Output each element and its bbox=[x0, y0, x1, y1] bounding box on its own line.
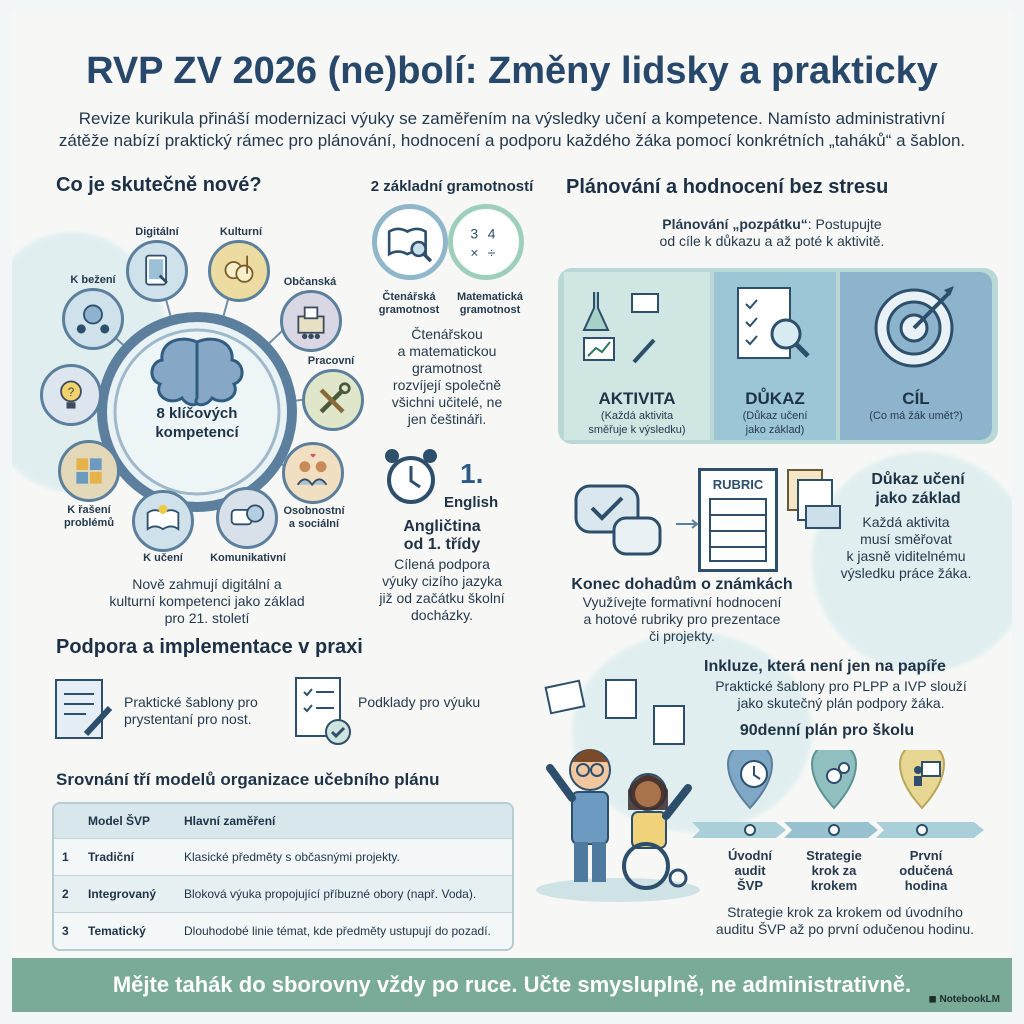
evidence-desc-line: jako základ) bbox=[745, 424, 805, 436]
activity-card bbox=[564, 272, 710, 440]
page-title: RVP ZV 2026 (ne)bolí: Změny lidsky a prakticky bbox=[86, 50, 938, 92]
competency-label-cultural: Kulturní bbox=[219, 226, 263, 238]
table-header-model: Model ŠVP bbox=[80, 804, 176, 839]
competency-label-problem-line-1: K řašení bbox=[67, 504, 111, 516]
table-cell-model: Integrovaný bbox=[80, 876, 176, 913]
target-arrow-icon bbox=[840, 272, 992, 382]
inclusion-desc-line-2: jako skutečný plán podpory žáka. bbox=[737, 695, 945, 711]
english-desc-line: výuky cizího jazyka bbox=[382, 573, 502, 589]
plan90-step-3 bbox=[888, 848, 964, 893]
section-heading-support: Podpora a implementace v praxi bbox=[56, 636, 363, 658]
footer-banner bbox=[12, 958, 1012, 1012]
brain-icon bbox=[152, 339, 242, 405]
competency-label-problem bbox=[52, 504, 126, 530]
math-literacy-label-line-2: gramotnost bbox=[459, 304, 521, 316]
support-item-materials: Podklady pro výuku bbox=[358, 694, 481, 710]
table-cell-focus: Bloková výuka propojující příbuzné obory (např. Voda). bbox=[176, 876, 512, 913]
literacies-desc-line: jen češtináři. bbox=[407, 411, 487, 427]
math-literacy-label-line-1: Matematická bbox=[456, 291, 524, 303]
section-heading-whats-new: Co je skutečně nové? bbox=[56, 174, 262, 196]
english-badge-number: 1. bbox=[460, 458, 484, 489]
table-cell-focus: Dlouhodobé linie témat, kde předměty ustupují do pozadí. bbox=[176, 913, 512, 950]
plan90-step-label: audit bbox=[734, 863, 766, 878]
chat-check-icon bbox=[570, 478, 666, 564]
english-badge-word: English bbox=[444, 494, 499, 511]
table-cell-num: 1 bbox=[54, 839, 80, 876]
table-row bbox=[54, 913, 512, 950]
table-header-row bbox=[54, 804, 512, 839]
teacher-board-icon bbox=[908, 756, 944, 792]
grades-heading: Konec dohadům o známkách bbox=[571, 576, 793, 593]
table-cell-num: 3 bbox=[54, 913, 80, 950]
students-illustration bbox=[528, 674, 708, 904]
plan90-step-label: První bbox=[909, 848, 943, 863]
plan90-desc-line-1: Strategie krok za krokem od úvodního bbox=[727, 904, 963, 920]
competency-label-personal-line-1: Osobnostní bbox=[283, 505, 345, 517]
english-heading-line-2: od 1. třídy bbox=[403, 536, 481, 553]
competencies-note-line-3: pro 21. století bbox=[164, 610, 250, 626]
math-symbols-icon bbox=[448, 204, 524, 280]
book-magnifier-icon bbox=[372, 204, 448, 280]
puzzle-icon bbox=[58, 440, 120, 502]
table-header-num bbox=[54, 804, 80, 839]
backwards-planning-text bbox=[622, 216, 922, 250]
comparison-heading: Srovnání tří modelů organizace učebního plánu bbox=[56, 770, 440, 789]
grades-desc-line: Využívejte formativní hodnocení bbox=[582, 594, 782, 610]
rubric-label: RUBRIC bbox=[712, 477, 764, 492]
competencies-note-line-2: kulturní kompetenci jako základ bbox=[109, 593, 305, 609]
proof-heading-line-1: Důkaz učení bbox=[871, 471, 965, 488]
proof-desc-line: Každá aktivita bbox=[862, 514, 950, 530]
table-row bbox=[54, 876, 512, 913]
checklist-magnifier-icon bbox=[714, 272, 836, 382]
inclusion-heading: Inkluze, která není jen na papíře bbox=[704, 658, 946, 675]
literacies-desc-line: rozvíjejí společně bbox=[392, 377, 502, 393]
reading-literacy-label bbox=[364, 291, 454, 317]
english-desc bbox=[362, 556, 522, 624]
cultural-icon bbox=[208, 240, 270, 302]
proof-desc-line: k jasně viditelnému bbox=[846, 548, 966, 564]
document-pen-icon bbox=[52, 676, 118, 746]
footer-text: Mějte tahák do sborovny vždy po ruce. Učte smysluplně, ne administrativně. bbox=[112, 972, 912, 997]
evidence-desc bbox=[714, 409, 836, 437]
ballot-box-icon bbox=[280, 290, 342, 352]
support-item-templates-line-1: Praktické šablony pro bbox=[124, 694, 258, 710]
svg-text:?: ? bbox=[67, 385, 75, 399]
proof-heading bbox=[848, 470, 988, 508]
competency-label-learning: K učení bbox=[143, 552, 183, 564]
brand-logo: ◼ NotebookLM bbox=[928, 994, 1000, 1005]
reading-literacy-label-line-2: gramotnost bbox=[378, 304, 440, 316]
proof-desc-line: musí směřovat bbox=[860, 531, 952, 547]
activity-desc bbox=[564, 409, 710, 437]
literacies-heading: 2 základní gramotností bbox=[370, 178, 534, 195]
support-item-templates-line-2: prystentaní pro nost. bbox=[124, 711, 252, 727]
competency-label-communicative: Komunikativní bbox=[210, 552, 286, 564]
brand-name: NotebookLM bbox=[939, 994, 1000, 1005]
math-literacy-label bbox=[442, 291, 538, 317]
intro-line-1: Revize kurikula přináší modernizaci výuky se zaměřením na výsledky učení a kompetence. Namísto administrativní bbox=[78, 109, 946, 128]
competency-label-digital: Digitální bbox=[135, 226, 179, 238]
checklist-check-icon bbox=[292, 674, 358, 748]
backwards-planning-rest: : Postupujte bbox=[807, 216, 882, 232]
plan90-step-label: Úvodní bbox=[727, 848, 773, 863]
svg-text:÷: ÷ bbox=[487, 244, 496, 261]
lightbulb-question-icon bbox=[40, 364, 102, 426]
english-heading-line-1: Angličtina bbox=[403, 518, 481, 535]
activity-title: AKTIVITA bbox=[598, 389, 676, 408]
plan90-desc-line-2: auditu ŠVP až po první odučenou hodinu. bbox=[715, 921, 975, 937]
evidence-card bbox=[714, 272, 836, 440]
plan90-step-label: hodina bbox=[904, 878, 948, 893]
plan90-step-label: krokem bbox=[810, 878, 858, 893]
backwards-planning-line-2: od cíle k důkazu a až poté k aktivitě. bbox=[659, 233, 885, 249]
infographic-page bbox=[12, 12, 1012, 1012]
competency-label-personal bbox=[278, 505, 350, 531]
english-desc-line: docházky. bbox=[411, 607, 473, 623]
table-header-focus: Hlavní zaměření bbox=[176, 804, 512, 839]
chat-globe-icon bbox=[216, 487, 278, 549]
tools-icon bbox=[302, 369, 364, 431]
evidence-title: DŮKAZ bbox=[745, 389, 805, 408]
proof-heading-line-2: jako základ bbox=[875, 490, 961, 507]
support-item-templates bbox=[124, 694, 294, 728]
plan90-step-label: krok za bbox=[811, 863, 857, 878]
competency-label-existence: K bežení bbox=[70, 274, 116, 286]
english-desc-line: již od začátku školní bbox=[379, 590, 505, 606]
literacies-desc-line: všichni učitelé, ne bbox=[391, 394, 503, 410]
plan90-desc bbox=[702, 904, 988, 938]
hub-label-line-1: 8 klíčových bbox=[156, 405, 238, 422]
table-cell-model: Tematický bbox=[80, 913, 176, 950]
literacies-desc-line: gramotnost bbox=[411, 360, 483, 376]
digital-icon bbox=[126, 240, 188, 302]
inclusion-desc bbox=[696, 678, 986, 712]
rubric-sheet bbox=[698, 468, 778, 572]
svg-text:3: 3 bbox=[470, 225, 479, 242]
competency-label-civic: Občanská bbox=[283, 276, 337, 288]
table-cell-num: 2 bbox=[54, 876, 80, 913]
competencies-note-line-1: Nově zahmují digitální a bbox=[132, 576, 282, 592]
table-cell-model: Tradiční bbox=[80, 839, 176, 876]
book-bulb-icon bbox=[132, 490, 194, 552]
alarm-clock-icon bbox=[380, 444, 442, 510]
section-heading-planning: Plánování a hodnocení bez stresu bbox=[566, 176, 889, 198]
table-cell-focus: Klasické předměty s občasnými projekty. bbox=[176, 839, 512, 876]
activity-desc-line: (Každá aktivita bbox=[600, 410, 674, 422]
grades-desc-line: a hotové rubriky pro prezentace bbox=[583, 611, 781, 627]
comparison-table-wrapper bbox=[52, 802, 514, 951]
table-row bbox=[54, 839, 512, 876]
backwards-planning-bold: Plánování „pozpátku“ bbox=[662, 216, 808, 232]
plan90-heading: 90denní plán pro školu bbox=[739, 722, 915, 739]
intro-text bbox=[52, 108, 972, 152]
literacies-desc-line: Čtenářskou bbox=[411, 326, 483, 342]
competency-label-work: Pracovní bbox=[307, 355, 355, 367]
rubric-grid bbox=[709, 498, 767, 562]
plan90-step-label: ŠVP bbox=[736, 878, 763, 893]
heart-people-icon bbox=[282, 442, 344, 504]
svg-text:4: 4 bbox=[487, 225, 496, 242]
inclusion-desc-line-1: Praktické šablony pro PLPP a IVP slouží bbox=[715, 678, 967, 694]
competency-label-problem-line-2: problémů bbox=[63, 517, 115, 529]
clock-icon bbox=[736, 756, 772, 792]
plan90-step-2 bbox=[796, 848, 872, 893]
reading-literacy-label-line-1: Čtenářská bbox=[382, 291, 436, 303]
svg-text:×: × bbox=[470, 244, 479, 261]
plan90-step-1 bbox=[720, 848, 780, 893]
plan90-step-label: odučená bbox=[899, 863, 953, 878]
proof-desc-line: výsledku práce žáka. bbox=[840, 565, 972, 581]
lab-presentation-icon bbox=[564, 272, 710, 382]
plan90-step-label: Strategie bbox=[806, 848, 862, 863]
globe-people-icon bbox=[62, 288, 124, 350]
activity-desc-line: směřuje k výsledku) bbox=[588, 424, 686, 436]
grades-desc bbox=[552, 594, 812, 645]
literacies-desc bbox=[372, 326, 522, 428]
competencies-note bbox=[62, 576, 352, 627]
comparison-table bbox=[54, 804, 512, 949]
goal-title: CÍL bbox=[902, 389, 930, 408]
competency-label-personal-line-2: a sociální bbox=[288, 518, 340, 530]
goal-card bbox=[840, 272, 992, 440]
hub-label-line-2: kompetencí bbox=[155, 424, 239, 441]
english-desc-line: Cílená podpora bbox=[394, 556, 490, 572]
intro-line-2: zátěže nabízí praktický rámec pro plánování, hodnocení a podporu každého žáka pomocí konkrétních „taháků“ a šablon. bbox=[58, 131, 966, 150]
gears-icon bbox=[820, 756, 856, 792]
hub-label bbox=[126, 404, 268, 442]
grades-desc-line: či projekty. bbox=[649, 628, 715, 644]
proof-desc bbox=[824, 514, 988, 582]
literacies-desc-line: a matematickou bbox=[397, 343, 497, 359]
english-heading bbox=[382, 518, 502, 554]
goal-desc: (Co má žák umět?) bbox=[869, 410, 963, 422]
evidence-desc-line: (Důkaz učení bbox=[742, 410, 808, 422]
